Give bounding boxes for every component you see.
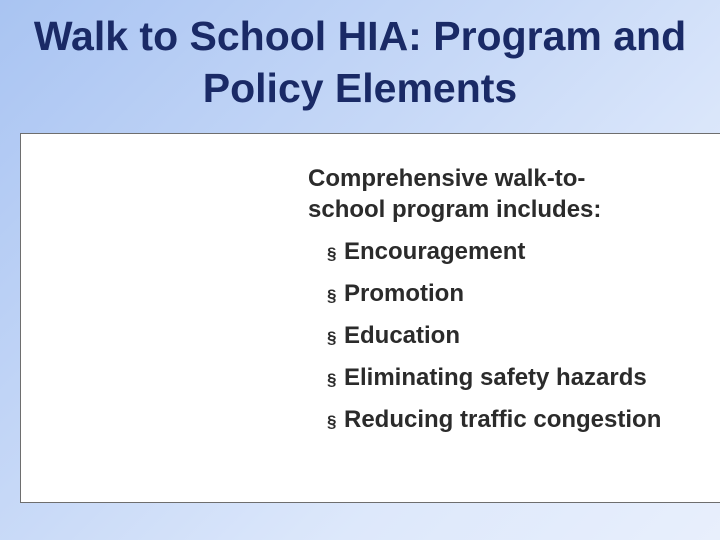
bullet-item: [327, 400, 661, 442]
bullet-item: [327, 232, 661, 274]
content-box: [20, 133, 720, 503]
bullet-item: [327, 316, 661, 358]
bullet-marker-icon: §: [327, 412, 337, 431]
bullet-text-traffic: Reducing traffic congestion: [344, 406, 662, 433]
bullet-marker-icon: §: [327, 370, 337, 389]
bullet-text-safety: Eliminating safety hazards: [344, 364, 647, 391]
bullet-marker-icon: §: [327, 328, 337, 347]
slide-title: Walk to School HIA: Program and Policy Elements: [33, 13, 687, 111]
bullet-marker-icon: §: [327, 244, 337, 263]
bullet-text-encouragement: Encouragement: [344, 238, 526, 265]
bullet-text-education: Education: [344, 322, 461, 349]
bullet-item: [327, 358, 661, 400]
bullet-marker-icon: §: [327, 286, 337, 305]
intro-text: Comprehensive walk-to- school program includes:: [308, 165, 602, 223]
bullet-text-promotion: Promotion: [344, 280, 464, 307]
bullet-list: [327, 232, 661, 442]
bullet-item: [327, 274, 661, 316]
